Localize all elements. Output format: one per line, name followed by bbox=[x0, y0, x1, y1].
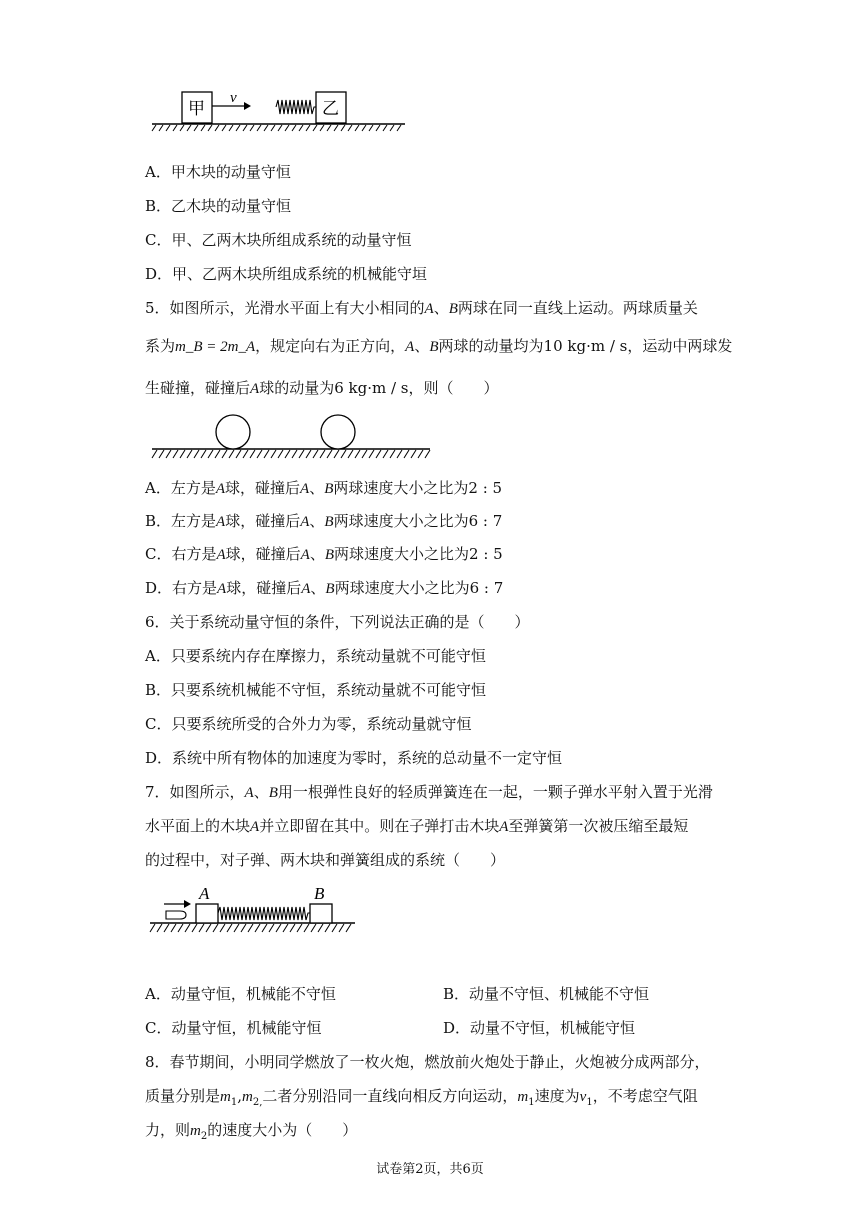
q7-option-b: B．动量不守恒、机械能不守恒 bbox=[443, 985, 650, 1003]
block-b bbox=[310, 904, 332, 923]
block-jia-label: 甲 bbox=[188, 99, 205, 119]
q6-stem: 6．关于系统动量守恒的条件，下列说法正确的是（ ） bbox=[145, 613, 530, 631]
momentum-value: 10 kg·m / s bbox=[543, 337, 628, 355]
q5-option-c: C．右方是A球，碰撞后A、B两球速度大小之比为2 : 5 bbox=[145, 545, 503, 563]
q7-option-d: D．动量不守恒，机械能守恒 bbox=[443, 1019, 636, 1037]
figure-blocks-spring bbox=[0, 0, 860, 140]
q6-option-d: D．系统中所有物体的加速度为零时，系统的总动量不一定守恒 bbox=[145, 749, 563, 767]
q8-stem-line2: 质量分别是$m_1,m_{2,}$二者分别沿同一直线向相反方向运动，$m_1$速度为$v_1$，不考虑空气阻 bbox=[145, 1087, 698, 1108]
q7-option-a: A．动量守恒，机械能不守恒 bbox=[145, 985, 336, 1003]
momentum-after: 6 kg·m / s bbox=[334, 379, 409, 397]
spring-ab bbox=[218, 907, 310, 920]
block-a bbox=[196, 904, 218, 923]
q7-option-c: C．动量守恒，机械能守恒 bbox=[145, 1019, 322, 1037]
spring bbox=[276, 100, 316, 114]
q4-option-d: D．甲、乙两木块所组成系统的机械能守垣 bbox=[145, 265, 428, 283]
block-yi-label: 乙 bbox=[322, 99, 339, 119]
q7-stem-line2: 水平面上的木块A并立即留在其中。则在子弹打击木块A至弹簧第一次被压缩至最短 bbox=[145, 817, 689, 835]
q6-option-c: C．只要系统所受的合外力为零，系统动量就守恒 bbox=[145, 715, 472, 733]
q5-stem-line2: 系为m_B = 2m_A，规定向右为正方向，A、B两球的动量均为10 kg·m / s，运动中两球发 bbox=[145, 337, 733, 355]
figure-bullet-blocks bbox=[0, 880, 860, 940]
q8-stem-line1: 8．春节期间，小明同学燃放了一枚火炮，燃放前火炮处于静止，火炮被分成两部分， bbox=[145, 1053, 710, 1071]
figure-two-balls bbox=[0, 412, 860, 472]
ball-right bbox=[321, 415, 355, 449]
velocity-label: v bbox=[230, 90, 237, 106]
q6-option-a: A．只要系统内存在摩擦力，系统动量就不可能守恒 bbox=[145, 647, 486, 665]
page-footer: 试卷第2页，共6页 bbox=[376, 1162, 484, 1177]
bullet bbox=[166, 911, 186, 919]
ball-left bbox=[216, 415, 250, 449]
q7-stem-line3: 的过程中，对子弹、两木块和弹簧组成的系统（ ） bbox=[145, 851, 506, 869]
q5-option-d: D．右方是A球，碰撞后A、B两球速度大小之比为6 : 7 bbox=[145, 579, 504, 597]
mass-relation: m_B = 2m_A bbox=[175, 339, 256, 355]
q4-option-b: B．乙木块的动量守恒 bbox=[145, 197, 292, 215]
q5-stem-line1: 5．如图所示，光滑水平面上有大小相同的A、B两球在同一直线上运动。两球质量关 bbox=[145, 299, 698, 317]
block-b-label: B bbox=[314, 884, 325, 903]
q8-stem-line3: 力，则$m_2$的速度大小为（ ） bbox=[145, 1121, 358, 1142]
q5-option-a: A．左方是A球，碰撞后A、B两球速度大小之比为2 : 5 bbox=[145, 479, 503, 497]
block-a-label: A bbox=[199, 884, 210, 903]
q4-option-a: A．甲木块的动量守恒 bbox=[145, 163, 291, 181]
q5-option-b: B．左方是A球，碰撞后A、B两球速度大小之比为6 : 7 bbox=[145, 512, 503, 530]
q4-option-c: C．甲、乙两木块所组成系统的动量守恒 bbox=[145, 231, 412, 249]
q6-option-b: B．只要系统机械能不守恒，系统动量就不可能守恒 bbox=[145, 681, 487, 699]
q5-stem-line3: 生碰撞，碰撞后A球的动量为6 kg·m / s，则（ ） bbox=[145, 379, 499, 397]
q7-stem-line1: 7．如图所示，A、B用一根弹性良好的轻质弹簧连在一起，一颗子弹水平射入置于光滑 bbox=[145, 783, 713, 801]
